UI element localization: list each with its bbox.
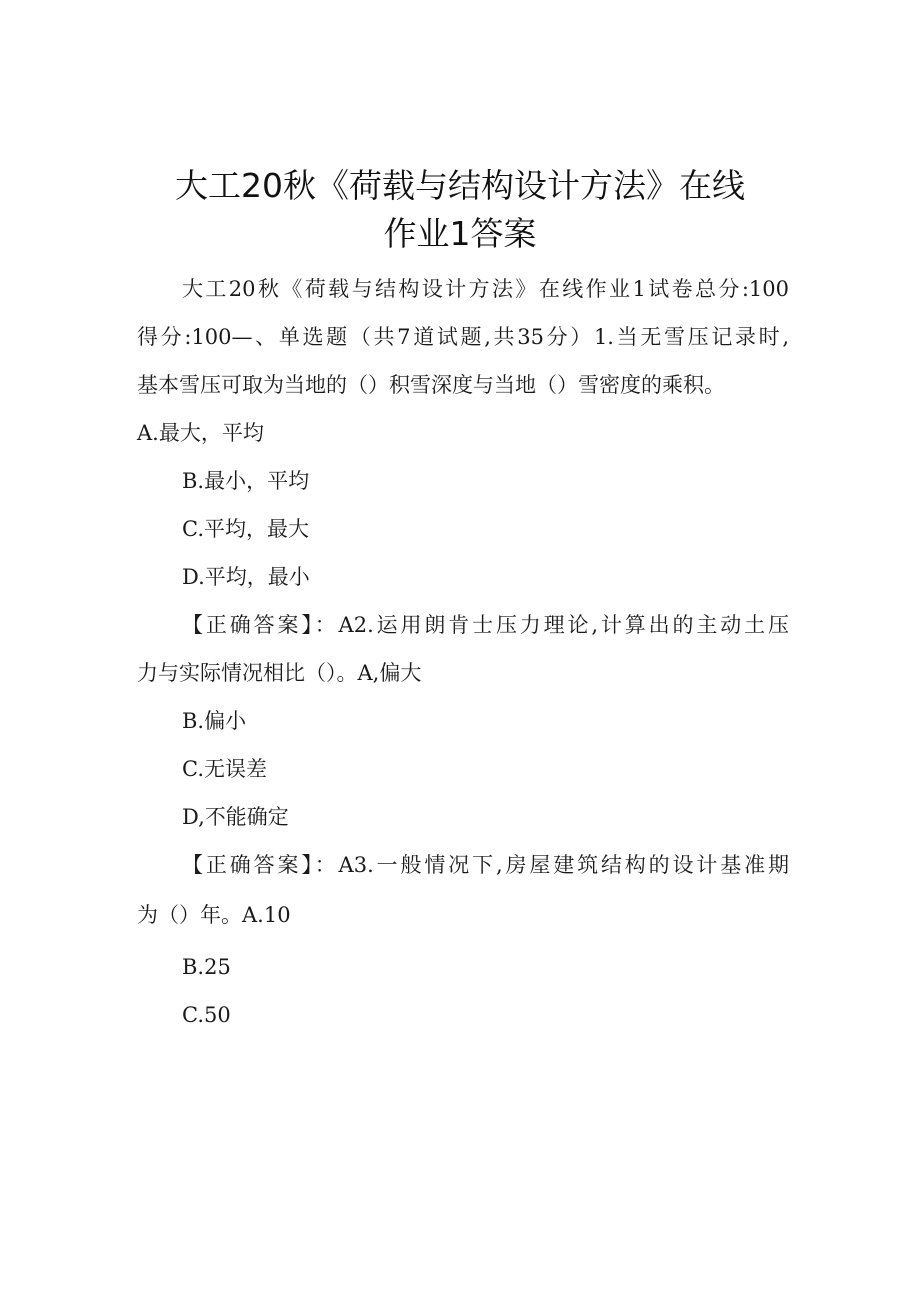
q2-option-d: D,不能确定 <box>182 805 289 829</box>
q1-option-a: A.最大，平均 <box>137 421 264 445</box>
paragraph-3-line-1: 【正确答案】：A3.一般情况下,房屋建筑结构的设计基准期 <box>182 853 789 877</box>
q2-option-b: B.偏小 <box>182 709 247 733</box>
paragraph-1-line-1: 大工20秋《荷载与结构设计方法》在线作业1试卷总分:100 <box>182 277 789 301</box>
paragraph-1-line-2: 得分:100—、单选题（共7道试题,共35分）1.当无雪压记录时, <box>137 325 790 349</box>
paragraph-2-line-2: 力与实际情况相比（）。A,偏大 <box>137 661 422 685</box>
q3-option-b: B.25 <box>182 955 231 979</box>
document-title-line-2: 作业1答案 <box>383 214 537 253</box>
q1-option-d: D.平均，最小 <box>182 565 310 589</box>
paragraph-2-line-1: 【正确答案】：A2.运用朗肯士压力理论,计算出的主动土压 <box>182 613 789 637</box>
paragraph-3-line-2: 为（）年。A.10 <box>137 903 291 927</box>
q3-option-c: C.50 <box>182 1003 231 1027</box>
paragraph-1-line-3: 基本雪压可取为当地的（）积雪深度与当地（）雪密度的乘积。 <box>137 373 725 397</box>
q1-option-b: B.最小，平均 <box>182 469 310 493</box>
q1-option-c: C.平均，最大 <box>182 517 309 541</box>
q2-option-c: C.无误差 <box>182 757 267 781</box>
document-title-line-1: 大工20秋《荷载与结构设计方法》在线 <box>175 166 745 205</box>
